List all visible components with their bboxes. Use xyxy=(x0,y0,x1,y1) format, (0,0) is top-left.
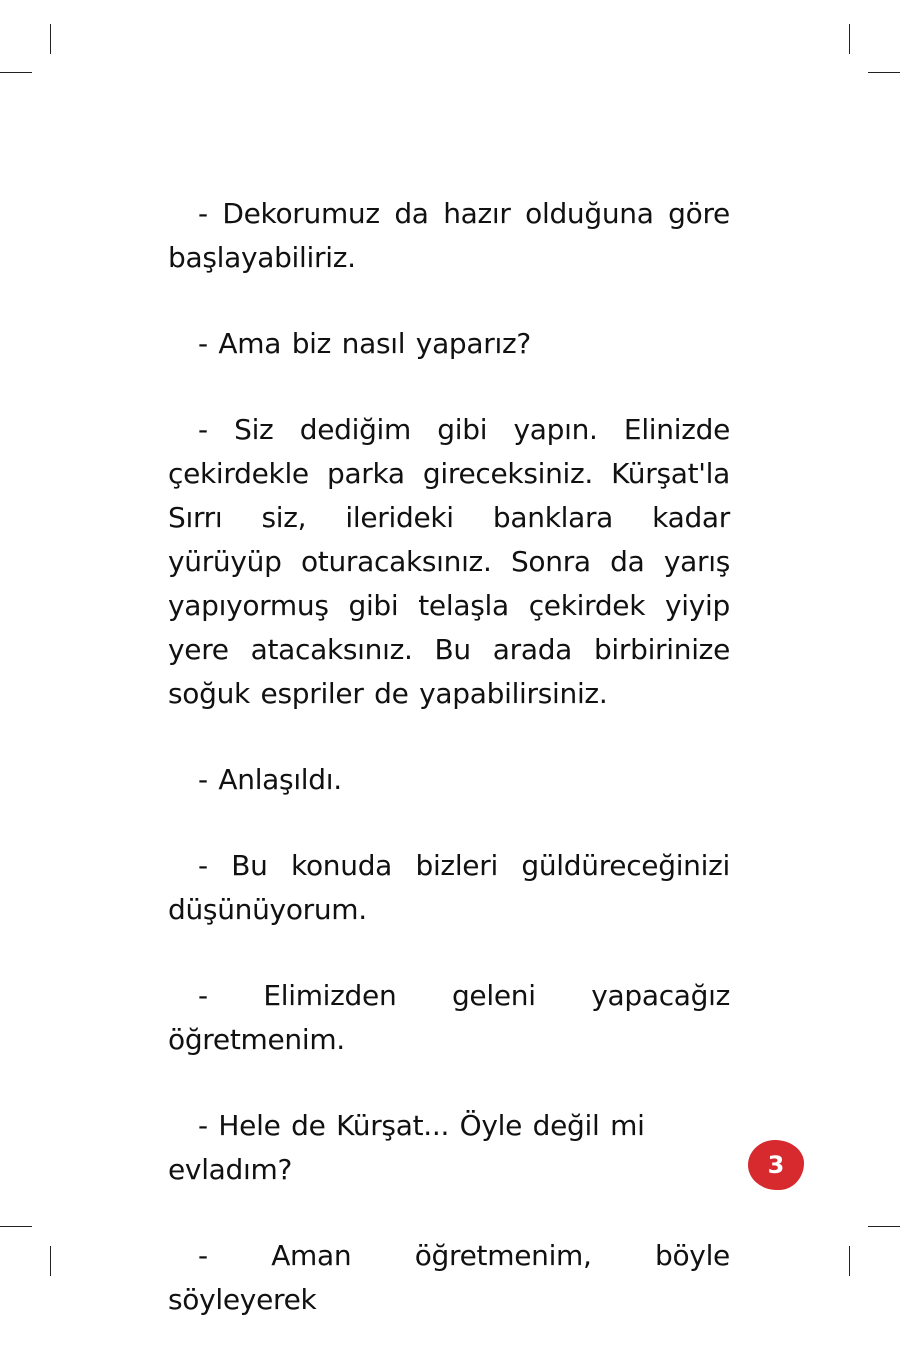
crop-mark-bottom-right xyxy=(849,1246,850,1276)
paragraph: - Dekorumuz da hazır olduğuna göre başlayabiliriz. xyxy=(168,197,730,274)
paragraph: - Aman öğretmenim, böyle söyleyerek xyxy=(168,1239,730,1316)
paragraph: - Anlaşıldı. xyxy=(198,763,342,796)
crop-mark-top-right xyxy=(868,72,900,73)
page-body xyxy=(168,192,730,1364)
paragraph: - Ama biz nasıl yaparız? xyxy=(198,327,531,360)
page-number: 3 xyxy=(767,1151,785,1179)
crop-mark-bottom-left xyxy=(0,1226,32,1227)
crop-mark-top-left xyxy=(50,24,51,54)
paragraph: - Bu konuda bizleri güldüreceğinizi düşünüyorum. xyxy=(168,849,730,926)
paragraph: - Siz dediğim gibi yapın. Elinizde çekirdekle parka gireceksiniz. Kürşat'la Sırrı siz, ilerideki banklara kadar yürüyüp oturacaksınız. Sonra da yarış yapıyormuş gibi telaşla çekirdek yiyip yere atacaksınız. Bu arada birbirinize soğuk espriler de yapabilirsiniz. xyxy=(168,413,730,710)
paragraph: - Elimizden geleni yapacağız öğretmenim. xyxy=(168,979,730,1056)
crop-mark-bottom-right xyxy=(868,1226,900,1227)
paragraph: - Hele de Kürşat... Öyle değil mi evladım? xyxy=(168,1109,645,1186)
page-number-badge xyxy=(748,1140,804,1190)
crop-mark-top-left xyxy=(0,72,32,73)
crop-mark-bottom-left xyxy=(50,1246,51,1276)
crop-mark-top-right xyxy=(849,24,850,54)
